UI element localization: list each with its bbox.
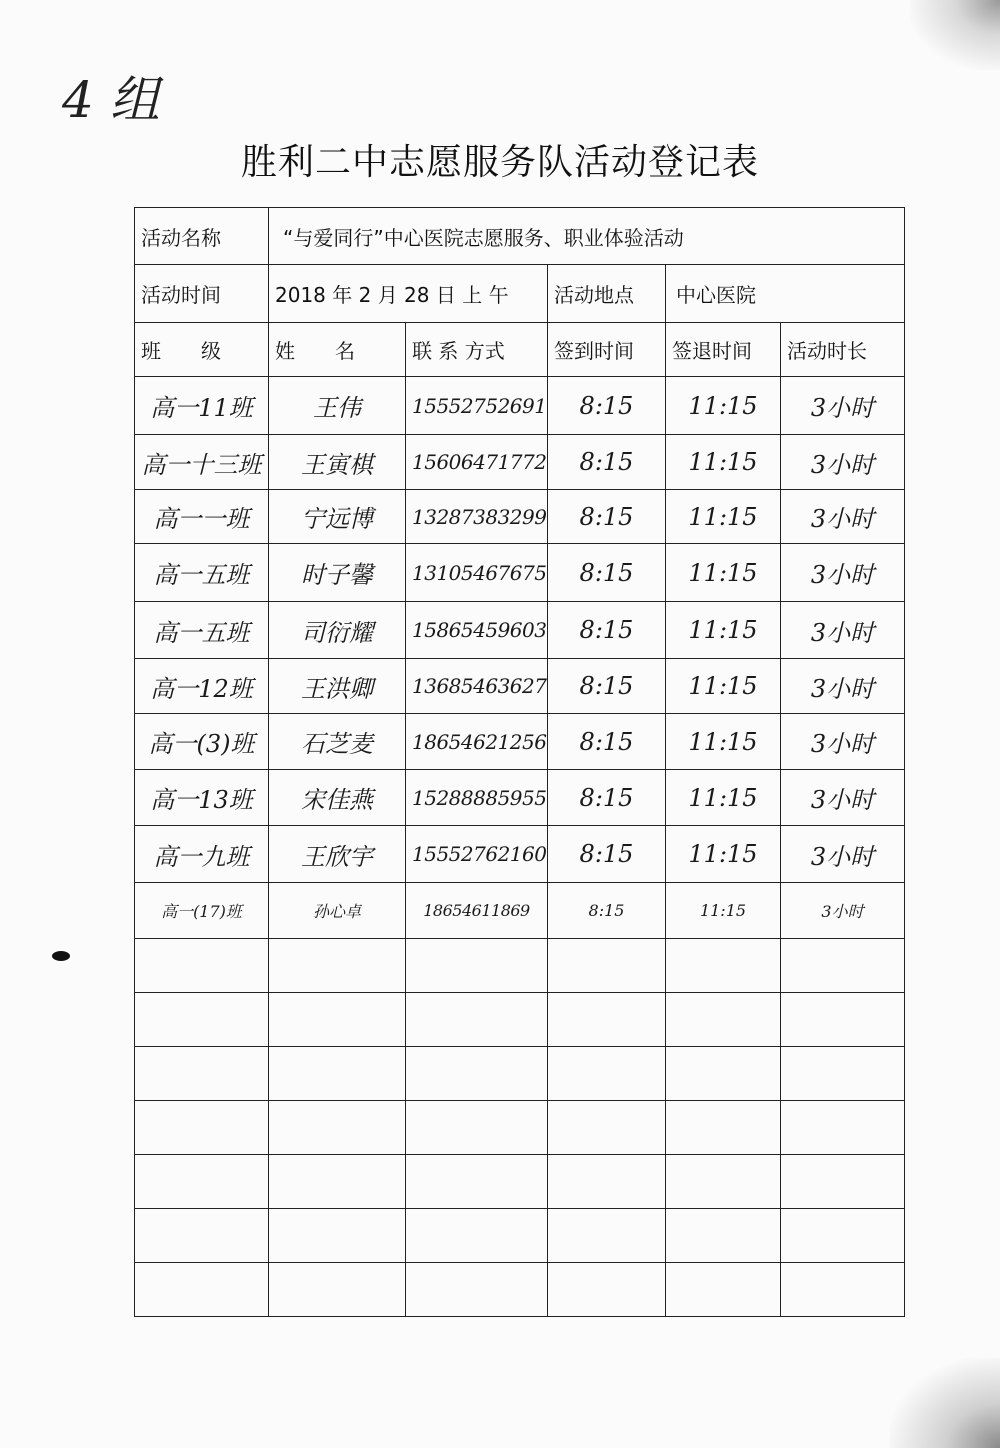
cell-name: 宁远博 [269,490,406,544]
scan-shadow-top-right [910,0,1000,70]
cell-checkout: 11:15 [666,377,781,435]
cell-checkin: 8:15 [548,544,666,602]
column-header-row [135,323,905,377]
activity-place-label: 活动地点 [548,265,666,323]
cell-name: 孙心卓 [269,883,406,939]
cell-name: 石芝麦 [269,714,406,770]
cell-checkout: 11:15 [666,602,781,659]
cell-checkin: 8:15 [548,435,666,490]
header-checkin: 签到时间 [548,323,666,377]
activity-time-label: 活动时间 [135,265,269,323]
cell-phone: 13105467675 [406,544,548,602]
registration-table [134,207,905,1317]
cell-duration: 3小时 [781,602,905,659]
header-duration: 活动时长 [781,323,905,377]
cell-duration: 3小时 [781,714,905,770]
empty-row [135,1047,905,1101]
table-row [135,714,905,770]
page-title: 胜利二中志愿服务队活动登记表 [240,142,759,183]
activity-time-value: 2018 年 2 月 28 日 上 午 [269,265,548,323]
ink-mark [52,951,70,961]
cell-checkin: 8:15 [548,659,666,714]
cell-phone: 13287383299 [406,490,548,544]
table-row [135,435,905,490]
cell-checkin: 8:15 [548,714,666,770]
cell-duration: 3小时 [781,770,905,826]
cell-duration: 3小时 [781,544,905,602]
cell-class: 高一九班 [135,826,269,883]
empty-row [135,1155,905,1209]
header-name: 姓 名 [269,323,406,377]
cell-class: 高一十三班 [135,435,269,490]
cell-class: 高一(3)班 [135,714,269,770]
cell-duration: 3小时 [781,490,905,544]
cell-checkin: 8:15 [548,602,666,659]
cell-checkout: 11:15 [666,826,781,883]
cell-name: 司衍耀 [269,602,406,659]
cell-checkout: 11:15 [666,770,781,826]
table-row [135,659,905,714]
cell-class: 高一(17)班 [135,883,269,939]
cell-name: 王寅棋 [269,435,406,490]
cell-phone: 15552762160 [406,826,548,883]
cell-class: 高一12班 [135,659,269,714]
cell-class: 高一五班 [135,602,269,659]
group-note: 4 组 [62,71,160,129]
header-class: 班 级 [135,323,269,377]
cell-name: 时子馨 [269,544,406,602]
cell-phone: 15865459603 [406,602,548,659]
activity-name-value: “与爱同行”中心医院志愿服务、职业体验活动 [269,208,905,265]
cell-phone: 18654621256 [406,714,548,770]
empty-row [135,993,905,1047]
cell-checkout: 11:15 [666,490,781,544]
cell-class: 高一13班 [135,770,269,826]
empty-row [135,1101,905,1155]
cell-checkin: 8:15 [548,377,666,435]
cell-class: 高一五班 [135,544,269,602]
cell-checkin: 8:15 [548,826,666,883]
table-row [135,490,905,544]
cell-name: 宋佳燕 [269,770,406,826]
cell-checkout: 11:15 [666,883,781,939]
cell-phone: 15288885955 [406,770,548,826]
cell-checkin: 8:15 [548,490,666,544]
cell-phone: 18654611869 [406,883,548,939]
cell-duration: 3小时 [781,377,905,435]
table-row [135,544,905,602]
cell-name: 王伟 [269,377,406,435]
activity-name-row [135,208,905,265]
header-checkout: 签退时间 [666,323,781,377]
cell-checkout: 11:15 [666,659,781,714]
header-contact: 联 系 方式 [406,323,548,377]
table-row [135,770,905,826]
cell-name: 王洪卿 [269,659,406,714]
activity-name-label: 活动名称 [135,208,269,265]
cell-phone: 15606471772 [406,435,548,490]
table-row [135,602,905,659]
cell-checkout: 11:15 [666,544,781,602]
empty-row [135,1209,905,1263]
activity-time-row [135,265,905,323]
cell-duration: 3小时 [781,435,905,490]
cell-checkout: 11:15 [666,714,781,770]
cell-duration: 3小时 [781,883,905,939]
table-row [135,826,905,883]
cell-duration: 3小时 [781,659,905,714]
cell-duration: 3小时 [781,826,905,883]
table-row [135,377,905,435]
cell-phone: 15552752691 [406,377,548,435]
activity-place-value: 中心医院 [666,265,905,323]
cell-checkin: 8:15 [548,883,666,939]
empty-row [135,1263,905,1317]
empty-row [135,939,905,993]
table-row [135,883,905,939]
cell-class: 高一11班 [135,377,269,435]
cell-name: 王欣宇 [269,826,406,883]
cell-class: 高一一班 [135,490,269,544]
cell-checkout: 11:15 [666,435,781,490]
scan-shadow-bottom-right [890,1358,1000,1448]
cell-phone: 13685463627 [406,659,548,714]
cell-checkin: 8:15 [548,770,666,826]
